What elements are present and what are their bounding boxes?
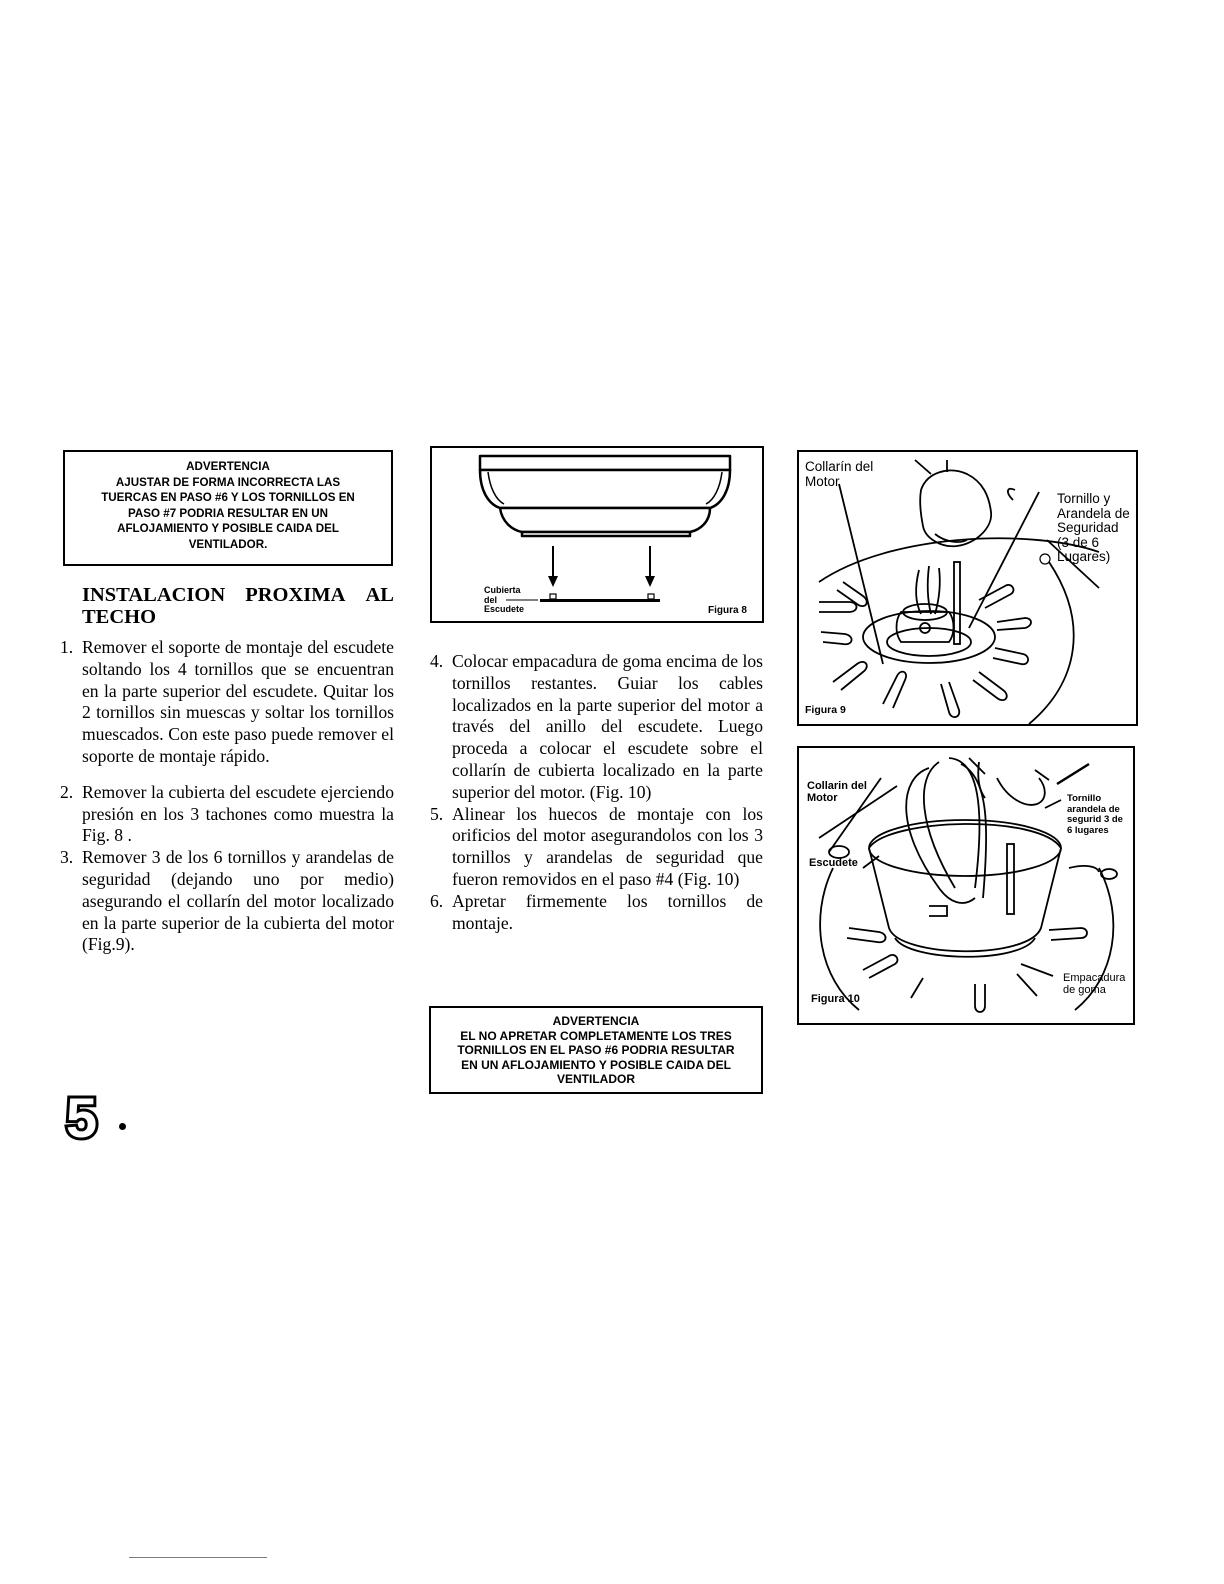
list-item xyxy=(430,891,763,935)
section-heading xyxy=(82,584,394,628)
heading-word: PROXIMA xyxy=(245,584,346,606)
figure-8 xyxy=(430,446,764,623)
callout-screw-washer xyxy=(1057,492,1130,565)
callout-motor-collar xyxy=(805,460,873,489)
warning-line: VENTILADOR. xyxy=(188,537,268,551)
list-item xyxy=(60,637,394,768)
figure-9 xyxy=(797,450,1138,726)
warning-box-top xyxy=(63,450,393,566)
footer-rule xyxy=(129,1557,267,1558)
callout-escudete-cover xyxy=(484,586,524,615)
page-number xyxy=(66,1086,98,1149)
step-number: 2. xyxy=(60,781,74,802)
callout-screw-washer xyxy=(1067,794,1123,836)
list-item xyxy=(430,651,763,804)
callout-line: Motor xyxy=(807,792,838,804)
warning-title: ADVERTENCIA xyxy=(552,1014,640,1028)
callout-line: 6 lugares xyxy=(1067,824,1109,836)
step-number: 5. xyxy=(430,803,444,824)
steps-left xyxy=(60,637,394,956)
callout-line: del xyxy=(484,594,498,605)
warning-line: EL NO APRETAR COMPLETAMENTE LOS TRES xyxy=(460,1028,732,1043)
callout-line: arandela de xyxy=(1067,803,1120,815)
callout-line: Motor xyxy=(805,473,840,489)
callout-line: Escudete xyxy=(484,604,525,614)
callout-line: Collarin del xyxy=(807,780,867,792)
callout-motor-collar xyxy=(807,780,867,804)
callout-line: Tornillo xyxy=(1067,793,1102,804)
warning-line: TUERCAS EN PASO #6 Y LOS TORNILLOS EN xyxy=(101,491,355,505)
callout-line: Arandela de xyxy=(1057,505,1130,521)
warning-line: VENTILADOR xyxy=(557,1072,635,1086)
steps-middle xyxy=(430,651,763,934)
list-item xyxy=(60,782,394,847)
figure-caption: Figura 8 xyxy=(708,605,747,616)
step-number: 4. xyxy=(430,651,444,671)
step-number: 1. xyxy=(60,637,74,657)
callout-rubber-gasket xyxy=(1063,972,1125,996)
step-text: Colocar empacadura de goma encima de los tornillos restantes. Guiar los cables localizados en la parte superior del motor a través del anillo del escudete. Luego proceda a colocar el escudete sobre el collarín de cubierta localizado en la parte superior del motor. (Fig. 10) xyxy=(452,651,763,802)
step-number: 3. xyxy=(60,847,74,868)
escutcheon-cover-illustration xyxy=(432,448,762,621)
callout-line: (3 de 6 xyxy=(1057,534,1100,550)
step-text: Remover la cubierta del escudete ejerciendo presión en los 3 tachones como muestra la Fig. 8 . xyxy=(82,781,394,846)
warning-line: PASO #7 PODRIA RESULTAR EN UN xyxy=(128,506,328,520)
figure-caption: Figura 9 xyxy=(805,704,846,716)
callout-line: Cubierta xyxy=(484,585,521,595)
step-text: Remover el soporte de montaje del escudete soltando los 4 tornillos que se encuentran en la parte superior del escudete. Quitar los 2 tornillos sin muescas y soltar los tornillos muescados. Con este paso puede remover el soporte de montaje rápido. xyxy=(82,637,394,766)
step-number: 6. xyxy=(430,890,444,911)
callout-escudete: Escudete xyxy=(809,857,858,869)
heading-word: AL xyxy=(365,584,394,606)
callout-line: Tornillo y xyxy=(1057,491,1111,506)
step-text: Remover 3 de los 6 tornillos y arandelas de seguridad (dejando uno por medio) asegurando el collarín del motor localizado en la parte superior de la cubierta del motor (Fig.9). xyxy=(82,847,394,955)
callout-line: Empacadura xyxy=(1063,972,1126,984)
callout-line: Collarín del xyxy=(805,459,874,474)
callout-line: Lugares) xyxy=(1057,549,1111,564)
list-item xyxy=(430,804,763,891)
warning-line: AJUSTAR DE FORMA INCORRECTA LAS xyxy=(115,475,341,489)
warning-line: EN UN AFLOJAMIENTO Y POSIBLE CAIDA DEL xyxy=(461,1057,731,1072)
figure-10 xyxy=(797,746,1135,1025)
warning-line: AFLOJAMIENTO Y POSIBLE CAIDA DEL xyxy=(117,522,339,536)
warning-line: TORNILLOS EN EL PASO #6 PODRIA RESULTAR xyxy=(457,1043,735,1057)
page-number-dot xyxy=(119,1123,126,1130)
page-number-digit: 5 xyxy=(66,1086,98,1149)
warning-box-bottom xyxy=(429,1006,763,1094)
callout-line: Seguridad xyxy=(1057,520,1119,535)
step-text: Alinear los huecos de montaje con los orificios del motor asegurandolos con los 3 tornillos y arandelas de seguridad que fueron removidos en el paso #4 (Fig. 10) xyxy=(452,803,763,889)
figure-caption: Figura 10 xyxy=(811,993,860,1005)
warning-title: ADVERTENCIA xyxy=(186,460,270,473)
heading-word: INSTALACION xyxy=(82,584,226,606)
callout-line: segurid 3 de xyxy=(1067,814,1123,825)
callout-line: de goma xyxy=(1063,984,1106,996)
list-item xyxy=(60,847,394,956)
heading-line-2: TECHO xyxy=(82,606,157,628)
step-text: Apretar firmemente los tornillos de montaje. xyxy=(452,890,763,933)
